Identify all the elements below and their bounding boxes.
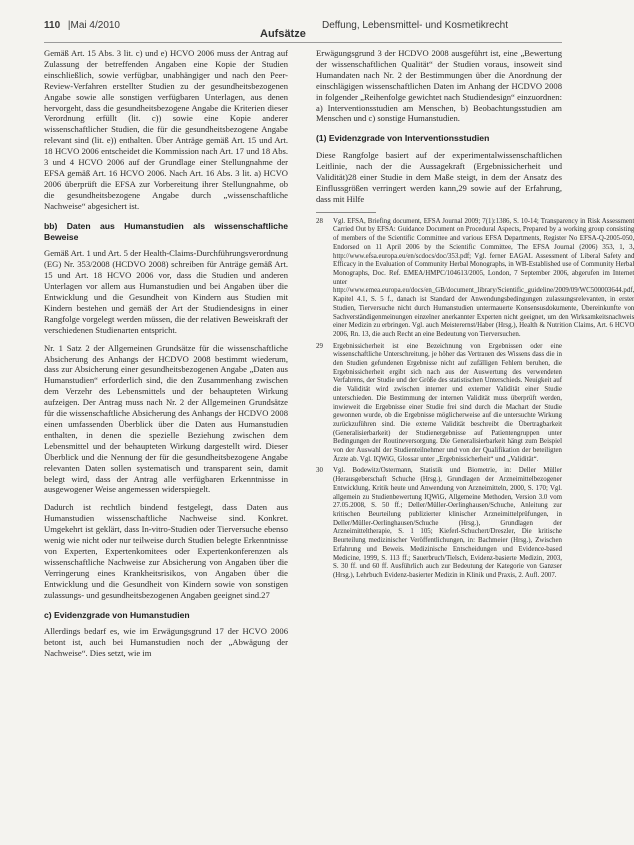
paragraph: Dadurch ist rechtlich bindend festgelegt, dass Daten aus Humanstudien wissenschaftliche Nachweise sind. Konkret. Umgekehrt ist geklärt, dass In-vitro-Studien oder Tierversuche ebenso wenig wie nicht oder nur teilweise durch Studien belegte Erkenntnisse von Experten, Expertenkomitees oder Expertenkonferenzen als wissenschaftliche Nachweise zur Absicherung von Angaben über die Verringerung eines Krankheitsrisikos, von Angaben über die Entwicklung und die Gesundheit von Kindern sowie von sonstigen zulassungs- und gesundheitsbezogenen Angaben geeignet sind.27 <box>44 502 288 600</box>
section-heading: bb) Daten aus Humanstudien als wissenschaftliche Beweise <box>44 220 288 242</box>
running-title: Deffung, Lebensmittel- und Kosmetikrecht <box>322 20 509 31</box>
footnote-number: 29 <box>316 342 323 350</box>
header-rule <box>44 42 562 43</box>
footnote-text: Vgl. Bodewitz/Ostermann, Statistik und Biometrie, in: Deller Müller (Herausgeberschaft Schuche (Hrsg.), Grundlagen der Arzneimittelbezogener Entwicklung, Kritik heute und Anwendung von Arzneimitteln, 2000, S. 170; Vgl. allgemein zu Studienbewertung IQWiG, Allgemeine Methoden, Version 3.0 vom 27.05.2008, S. 50 ff.; Deller/Müller-Oerlinghausen/Schuche, Anleitung zur kritischen Beurteilung publizierter klinischer Arzneimittelprüfungen, in Deller/Müller-Oerlinghausen/Schuche (Hrsg.), Grundlagen der Arzneimitteltherapie, S. 1 105; Kieferl-Schuchert/Dreszler, Die kritische Beurteilung medizinischer Veröffentlichungen, in: Bachmeier (Hrsg.), Zwischen Erfahrung und Beweis. Medizinische Entscheidungen und Evidence-based Medicine, 1999, S. 113 ff.; Sauerbruch/Tielsch, Evidenz-basierte Medizin, 2003, S. 30 ff. und 60 ff. Ausführlich auch zur Bedeutung der Kategorie von Ganzser (Hrsg.), Lehrbuch Evidenz-basierter Medizin in Klinik und Praxis, 2. Aufl. 2007. <box>333 467 562 579</box>
header-left <box>44 20 120 31</box>
footnote-number: 28 <box>316 217 323 225</box>
footnote-text: Ergebnissicherheit ist eine Bezeichnung von Ergebnissen oder eine wissenschaftliche Unterschreitung, je höher das Vertrauen des Wissens dass die in den Studien gefundenen Ergebnisse nicht auf zufälligen Fehlern beruhen, die Ergebnissicherheit ergibt sich nach aus der Auswertung des verwendeten Verfahrens, der Studie und der Größe des statistischen Unterschieds. Neuigkeit auf die Validität wird zwischen interner und externer Validität einer Studie unterschieden. Die Bestimmung der internen Validität muss überprüft werden, inwieweit die Ergebnisse einer Studie frei sind durch die Machart der Studie gewonnen wurde, ob die Ergebnisse möglicherweise auf die untersuchte Wirkung zurückzuführen sind. Die externe Validität beschreibt die Übertragbarkeit (Generalisierbarkeit) der Studienergebnisse auf Patientengruppen unter Bedingungen der Routineversorgung. Die Generalisierbarkeit hängt zum Beispiel von der Auswahl der Studienteilnehmer und von der Qualifikation der beteiligten Ärzte ab. Vgl. IQWiG, Glossar unter „Ergebnissicherheit“ und „Validität“. <box>333 342 562 463</box>
paragraph: Diese Rangfolge basiert auf der experimentalwissenschaftlichen Leitlinie, nach der die Aussagekraft (Ergebnissicherheit und Validität)28 einer Studie in dem Maße steigt, in dem der Ansatz des Einflussgrößen verringert werden kann,29 sowie auf der Erfahrung, dass mit Hilfe <box>316 150 562 204</box>
right-column <box>316 48 634 584</box>
journal-issue: |Mai 4/2010 <box>67 20 120 31</box>
paragraph: Gemäß Art. 1 und Art. 5 der Health-Claims-Durchführungsverordnung (EG) Nr. 353/2008 (HCDVO 2008) schreiben für Anträge gemäß Art. 15 und Art. 18 HCVO 2006 vor, dass die Studien und anderen Unterlagen vor allem aus Humanstudien und bei Angaben über die Entwicklung und die Gesundheit von Kindern aus Studien mit Kindern bestehen und gemäß der Art der Studiendesigns in einer Rangfolge vorgelegt werden müssen, die der relativen Beweiskraft der verschiedenen Studienarten entspricht. <box>44 248 288 335</box>
paragraph: Gemäß Art. 15 Abs. 3 lit. c) und e) HCVO 2006 muss der Antrag auf Zulassung der betreffenden Angaben eine Kopie der Studien einschließlich, sowie verfügbar, unabhängiger und nach den Peer-Review-Verfahren erstellter Studien zu der gesundheitsbezogenen Angabe sowie alle sonstigen verfügbaren Unterlagen, aus denen hervorgeht, dass die gesundheitsbezogene Angabe die Kriterien dieser Verordnung erfüllt (lit. c)) sowie eine Kopie anderer wissenschaftlicher Studien, die für die gesundheitsbezogene Angabe relevant sind (lit. e)) enthalten. Über Anträge gemäß Art. 15 und Art. 18 HCVO 2006 entscheidet die Kommission nach Art. 17 und 18 Abs. 3 und 4 HCVO 2006 auf der Grundlage einer Stellungnahme der EFSA gemäß Art. 16 HCVO 2006. Nach Art. 16 Abs. 3 lit. a) HCVO 2006 überprüft die EFSA zur Vorbereitung ihrer Stellungnahme, ob die gesundheitsbezogene Angabe durch „wissenschaftliche Nachweise“ abgesichert ist. <box>44 48 288 211</box>
footnote <box>316 217 634 340</box>
paragraph: Nr. 1 Satz 2 der Allgemeinen Grundsätze für die wissenschaftliche Absicherung des Anhangs der HCDVO 2008 bestimmt wiederum, dass zur Absicherung einer gesundheitsbezogenen Angabe „Daten aus Humanstudien“ erforderlich sind, die den Zusammenhang zwischen dem Verzehr des Lebensmittels und der behaupteten Wirkung aufzeigen. Der Antrag muss nach Nr. 2 der Allgemeinen Grundsätze für die wissenschaftliche Absicherung des Anhangs der HCDVO 2008 einen umfassenden Überblick über die Daten aus Humanstudien enthalten, in denen die spezielle Beziehung zwischen dem Lebensmittel und der behaupteten Wirkung dargestellt wird. Dieser Überblick und die Nennung der für die gesundheitsbezogene Angabe relevanten Daten sollen systematisch und transparent sein, damit belegt wird, dass der Antrag alle verfügbaren Erkenntnisse in ausgewogener Weise angemessen widerspiegelt. <box>44 342 288 495</box>
section-label: Aufsätze <box>260 28 306 40</box>
footnote-text: Vgl. EFSA, Briefing document, EFSA Journal 2009; 7(1):1386, S. 10-14; Transparency in Risk Assessment Carried Out by EFSA: Guidance Document on Procedural Aspects, Prepared by a working group consisting of members of the Scientific Committee and various EFSA Departments, Register No EFSA-Q-2005-050, Endorsed on 11 April 2006 by the Scientific Committee, The EFSA Journal (2006) 353, 1, 3, http://www.efsa.europa.eu/en/scdocs/doc/353.pdf; Vgl. ferner EAGAL Assessment of Liberal Safety and Efficacy in the Evaluation of Community Herbal Monographs, in WB-Established use of Community Herbal Monographs, Doc. Ref. EMEA/HMPC/104613/2005, London, 7 September 2006, abgerufen im Internet unter http://www.emea.europa.eu/docs/en_GB/document_library/Scientific_guideline/2009/09/WC500003644.pdf, Kapitel 4.1, S. 5 f., danach ist Standard der Anwendungsbedingungen zulassungsrelevanten, in erster Studien, Tierversuche nicht durch Humanstudien untermauerte Konsensusdokumente, Übereinkunfte von Sachverständigenmeinungen einzelner anerkannter Experten nicht geeignet, um den Wirksamkeitsnachweis einer Medizin zu erbringen. Vgl. auch Meisterernst/Haber (Hrsg.), Health & Nutrition Claims, Art. 6 HCVO 2006, Rn. 13, die auch Recht an eine Bedeutung von Tierversuchen. <box>333 217 634 338</box>
footnote-number: 30 <box>316 467 323 475</box>
footnote <box>316 467 562 580</box>
page-header <box>0 12 593 44</box>
section-heading: (1) Evidenzgrade von Interventionsstudien <box>316 133 490 144</box>
paragraph: Erwägungsgrund 3 der HCDVO 2008 ausgeführt ist, eine „Bewertung der wissenschaftlichen Qualität“ der Studien voraus, insoweit sind Humandaten nach Nr. 2 der Bestimmungen über die Anordnung der einschlägigen wissenschaftlichen Daten im Anhang der HCDVO 2008 in folgender „Reihenfolge gewichtet nach Studiendesign“ einzuordnen: a) Interventionsstudien am Menschen, b) Beobachtungsstudien am Menschen und c) sonstige Humanstudien. <box>316 48 562 124</box>
footnote-rule <box>316 212 376 213</box>
page-number: 110 <box>44 20 61 31</box>
left-column <box>44 48 288 666</box>
section-heading: c) Evidenzgrade von Humanstudien <box>44 609 190 620</box>
paragraph: Allerdings bedarf es, wie im Erwägungsgrund 17 der HCVO 2006 betont ist, auch bei Humanstudien noch der „Abwägung der Nachweise“. Dies setzt, wie im <box>44 626 288 659</box>
footnote <box>316 343 562 465</box>
